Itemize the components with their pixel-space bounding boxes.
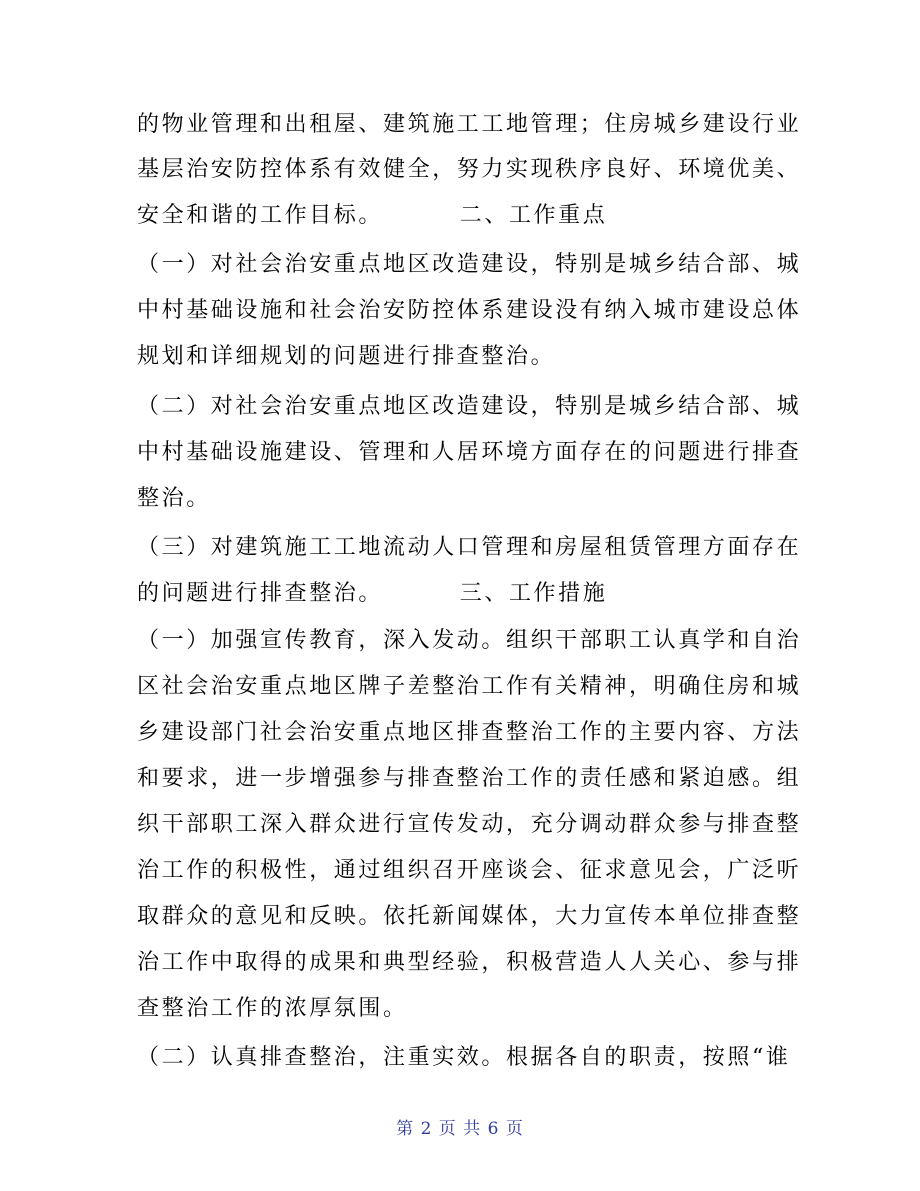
- body-text-line: 的问题进行排查整治。 三、工作措施: [137, 581, 608, 606]
- body-text-line: 和要求，进一步增强参与排查整治工作的责任感和紧迫感。组: [137, 766, 802, 791]
- body-text-line: （二）认真排查整治，注重实效。根据各自的职责，按照“谁: [137, 1045, 791, 1070]
- body-text-line: 乡建设部门社会治安重点地区排查整治工作的主要内容、方法: [137, 720, 802, 745]
- body-text-line: 的物业管理和出租屋、建筑施工工地管理；住房城乡建设行业: [137, 112, 802, 137]
- body-text-line: 区社会治安重点地区牌子差整治工作有关精神，明确住房和城: [137, 674, 802, 699]
- body-text-line: 查整治工作的浓厚氛围。: [137, 996, 408, 1021]
- body-text-line: 取群众的意见和反映。依托新闻媒体，大力宣传本单位排查整: [137, 904, 802, 929]
- body-text-line: （三）对建筑施工工地流动人口管理和房屋租赁管理方面存在: [137, 535, 802, 560]
- page-number-footer: 第 2 页 共 6 页: [396, 1119, 524, 1139]
- body-text-line: 规划和详细规划的问题进行排查整治。: [137, 344, 556, 369]
- body-text-line: 治工作中取得的成果和典型经验，积极营造人人关心、参与排: [137, 950, 802, 975]
- body-text-line: 安全和谐的工作目标。 二、工作重点: [137, 203, 608, 228]
- body-text-line: 中村基础设施建设、管理和人居环境方面存在的问题进行排查: [137, 440, 802, 465]
- body-text-line: 整治。: [137, 486, 211, 511]
- body-text-line: （一）对社会治安重点地区改造建设，特别是城乡结合部、城: [137, 252, 802, 277]
- body-text-line: （二）对社会治安重点地区改造建设，特别是城乡结合部、城: [137, 394, 802, 419]
- body-text-line: 织干部职工深入群众进行宣传发动，充分调动群众参与排查整: [137, 812, 802, 837]
- body-text-line: （一）加强宣传教育，深入发动。组织干部职工认真学和自治: [137, 628, 802, 653]
- body-text-line: 中村基础设施和社会治安防控体系建设没有纳入城市建设总体: [137, 298, 802, 323]
- body-text-line: 治工作的积极性，通过组织召开座谈会、征求意见会，广泛听: [137, 858, 802, 883]
- body-text-line: 基层治安防控体系有效健全，努力实现秩序良好、环境优美、: [137, 157, 802, 182]
